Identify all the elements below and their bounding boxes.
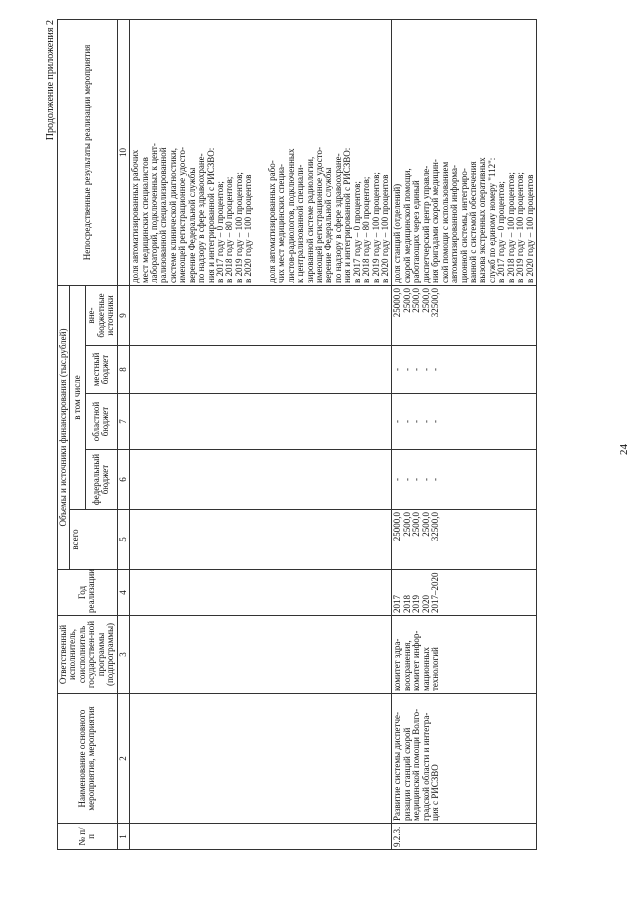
col-number: 10 bbox=[117, 19, 129, 285]
header-federal: федеральный бюджет bbox=[86, 450, 117, 510]
result-line: ния бригадами скорой медицин- bbox=[430, 159, 441, 283]
local-value: - bbox=[420, 368, 431, 371]
result-line: ния и интегрированной с РИСЗВО: bbox=[342, 147, 353, 283]
col-number: 9 bbox=[117, 285, 129, 345]
offbudget-value: 32500,0 bbox=[430, 287, 441, 318]
executor-line: комитет инфор- bbox=[411, 630, 422, 691]
result-line: в 2017 году – 0 процентов; bbox=[215, 181, 225, 283]
result-line: мест медицинских специалистов bbox=[139, 157, 150, 283]
name-line: медицинской помощи Волго- bbox=[411, 708, 422, 821]
total-value: 2500,0 bbox=[420, 512, 431, 537]
offbudget-value: 2500,0 bbox=[420, 287, 431, 313]
result-line: ционной системы, интегриро- bbox=[458, 168, 469, 283]
result-line: ния и интегрированной с РИСЗВО: bbox=[205, 147, 216, 283]
federal-value: - bbox=[411, 478, 422, 481]
totals-cell bbox=[392, 510, 537, 570]
executor-cell bbox=[392, 616, 537, 694]
result-line: вызова экстренных оперативных bbox=[477, 157, 488, 283]
col-number: 8 bbox=[117, 346, 129, 394]
total-value: 2500,0 bbox=[411, 512, 422, 537]
header-num: № п/п bbox=[58, 824, 118, 850]
local-value: - bbox=[430, 368, 441, 371]
year-value: 2017–2020 bbox=[430, 572, 441, 613]
regional-value: - bbox=[401, 420, 412, 423]
result-line: служб по единому номеру "112": bbox=[486, 157, 497, 283]
financing-table bbox=[57, 19, 537, 850]
rotated-content bbox=[45, 10, 635, 860]
table-row bbox=[392, 19, 537, 849]
col-number: 1 bbox=[117, 824, 129, 850]
table-row bbox=[130, 19, 392, 849]
result-line: листов-радиологов, подключенных bbox=[285, 148, 296, 283]
result-line: имеющей регистрационное удосто- bbox=[177, 147, 188, 283]
result-line: имеющей регистрационное удосто- bbox=[313, 147, 324, 283]
result-line: лабораторий, подключенных к цент- bbox=[148, 143, 159, 283]
result-line: ванной с системой обеспечения bbox=[467, 161, 478, 283]
name-line: ризации станций скорой bbox=[401, 727, 412, 821]
executor-line: комитет здра- bbox=[392, 638, 403, 691]
year-value: 2018 bbox=[401, 595, 412, 613]
row-number: 9.2.3. bbox=[392, 824, 537, 850]
measure-name bbox=[392, 694, 537, 824]
result-line: в 2018 году – 80 процентов; bbox=[224, 176, 235, 283]
name-line: Развитие системы диспетче- bbox=[392, 712, 403, 821]
result-line: по надзору в сфере здравоохране- bbox=[196, 153, 207, 283]
result-line: по надзору в сфере здравоохране- bbox=[332, 153, 343, 283]
result-line: диспетчерский центр управле- bbox=[420, 165, 431, 283]
result-line: автоматизированной информа- bbox=[449, 164, 460, 283]
result-line: в 2017 году – 0 процентов; bbox=[351, 181, 362, 283]
federal-value: - bbox=[401, 478, 412, 481]
result-line: в 2018 году – 80 процентов; bbox=[361, 176, 372, 283]
result-line: в 2019 году – 100 процентов; bbox=[370, 172, 381, 283]
result-line: к централизованной специали- bbox=[295, 164, 306, 283]
col-number: 3 bbox=[117, 616, 129, 694]
page-number: 24 bbox=[618, 444, 630, 455]
results-cell bbox=[130, 19, 392, 285]
offbudget-cell bbox=[392, 285, 537, 345]
result-line: рализованной специализированной bbox=[158, 147, 169, 283]
result-line: доля автоматизированных рабо- bbox=[266, 160, 277, 283]
result-line: чих мест медицинских специа- bbox=[276, 163, 287, 283]
offbudget-value: 2500,0 bbox=[401, 287, 412, 313]
col-number: 4 bbox=[117, 570, 129, 616]
federal-value: - bbox=[430, 478, 441, 481]
regional-cell bbox=[392, 394, 537, 450]
result-line: в 2020 году – 100 процентов bbox=[380, 174, 390, 283]
result-line: в 2020 году – 100 процентов bbox=[524, 174, 535, 283]
col-number: 2 bbox=[117, 694, 129, 824]
result-line: ской помощи с использованием bbox=[439, 161, 450, 283]
executor-line: воохранения, bbox=[401, 640, 412, 691]
executor-line: мационных bbox=[420, 647, 431, 691]
result-line: системе клинической диагностики, bbox=[167, 147, 178, 283]
result-line: в 2019 году – 100 процентов; bbox=[233, 172, 244, 283]
total-value: 32500,0 bbox=[430, 512, 441, 542]
local-value: - bbox=[401, 368, 412, 371]
federal-value: - bbox=[392, 478, 403, 481]
regional-value: - bbox=[392, 420, 403, 423]
federal-value: - bbox=[420, 478, 431, 481]
offbudget-value: 2500,0 bbox=[411, 287, 422, 313]
header-local: местный бюджет bbox=[86, 346, 117, 394]
header-name: Наименование основного мероприятия, мероприятия bbox=[58, 694, 118, 824]
year-value: 2017 bbox=[392, 595, 403, 613]
regional-value: - bbox=[430, 420, 441, 423]
total-value: 2500,0 bbox=[401, 512, 412, 537]
result-line: в 2018 году – 100 процентов; bbox=[505, 172, 516, 283]
local-value: - bbox=[392, 368, 403, 371]
header-in-that: в том числе bbox=[70, 285, 86, 509]
header-executor: Ответственный исполнитель, соисполнитель государствен-ной программы (подпрограммы) bbox=[58, 616, 118, 694]
results-cell bbox=[392, 19, 537, 285]
result-line: доля станций (отделений) bbox=[392, 183, 403, 283]
years-cell bbox=[392, 570, 537, 616]
header-results: Непосредственные результаты реализации мероприятия bbox=[58, 19, 118, 285]
result-line: в 2020 году – 100 процентов bbox=[243, 174, 254, 283]
total-value: 25000,0 bbox=[392, 512, 403, 542]
regional-value: - bbox=[420, 420, 431, 423]
regional-value: - bbox=[411, 420, 422, 423]
result-line: зированной системе радиологии, bbox=[304, 156, 315, 283]
header-year: Год реализации bbox=[58, 570, 118, 616]
header-offbudget: вне-бюджетные источники bbox=[86, 285, 117, 345]
result-line: верение Федеральной службы bbox=[186, 167, 197, 283]
header-regional: областной бюджет bbox=[86, 394, 117, 450]
executor-line: технологий bbox=[430, 647, 441, 691]
name-line: ция с РИСЗВО bbox=[430, 764, 441, 821]
federal-cell bbox=[392, 450, 537, 510]
column-number-row bbox=[117, 19, 129, 849]
name-line: градской области и интегра- bbox=[420, 712, 431, 821]
header-total: всего bbox=[70, 510, 117, 570]
col-number: 6 bbox=[117, 450, 129, 510]
year-value: 2019 bbox=[411, 595, 422, 613]
local-cell bbox=[392, 346, 537, 394]
continuation-label: Продолжение приложения 2 bbox=[45, 20, 56, 141]
result-line: в 2019 году – 100 процентов; bbox=[515, 172, 526, 283]
result-line: скорой медицинской помощи, bbox=[401, 168, 412, 283]
result-line: доля автоматизированных рабочих bbox=[130, 149, 141, 283]
local-value: - bbox=[411, 368, 422, 371]
year-value: 2020 bbox=[420, 595, 431, 613]
result-line: верение Федеральной службы bbox=[323, 167, 334, 283]
result-line: работающих через единый bbox=[411, 180, 422, 283]
result-line: в 2017 году – 0 процентов; bbox=[496, 181, 507, 283]
header-financing: Объемы и источники финансирования (тыс.рублей) bbox=[58, 285, 70, 569]
offbudget-value: 25000,0 bbox=[392, 287, 403, 318]
col-number: 5 bbox=[117, 510, 129, 570]
col-number: 7 bbox=[117, 394, 129, 450]
